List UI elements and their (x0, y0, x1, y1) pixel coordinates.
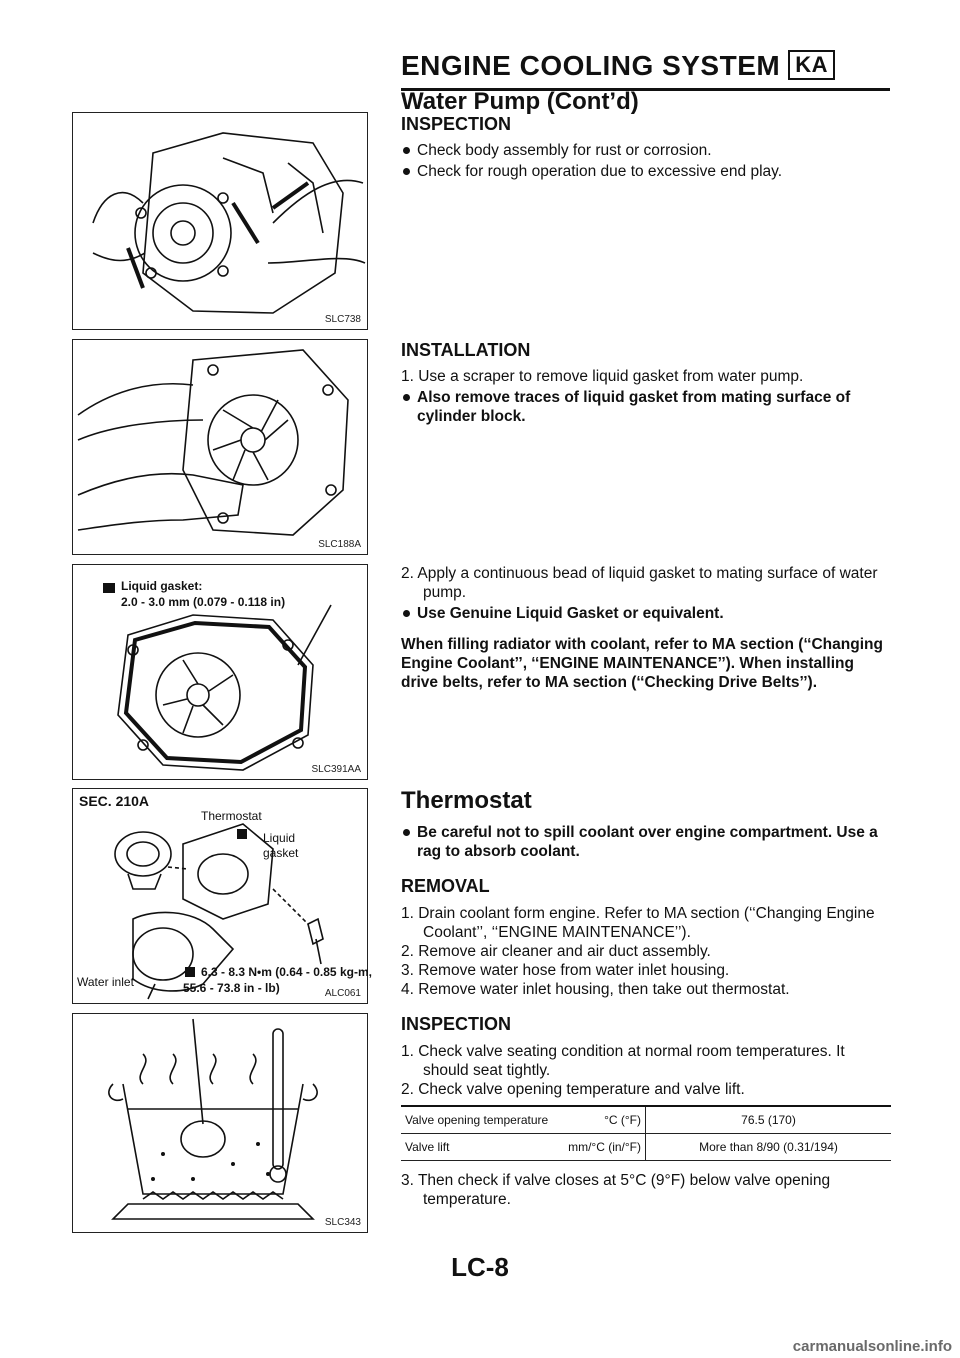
removal-step: 2. Remove air cleaner and air duct assembly. (401, 943, 711, 960)
removal-heading: REMOVAL (401, 876, 490, 896)
thermostat-inspection-section (401, 1014, 891, 1209)
installation-reference-note: When filling radiator with coolant, refer to MA section (‘‘Changing Engine Coolant’’, ‘‘ENGINE MAINTENANCE’’). When installing drive belts, refer to MA section (‘‘Checking Drive Belts’’). (401, 636, 883, 691)
table-row (401, 1106, 891, 1134)
figure-gasket-removal (72, 339, 368, 555)
section-title-text: ENGINE COOLING SYSTEM (401, 50, 781, 81)
gasket-label: gasket (263, 846, 299, 860)
section-title (401, 50, 891, 82)
figure-liquid-gasket-application (72, 564, 368, 780)
thermostat-section (401, 787, 891, 861)
liquid-label: Liquid (263, 831, 296, 845)
water-inlet-label: Water inlet (77, 975, 134, 989)
spec-item: Valve lift mm/°C (in/°F) (401, 1134, 646, 1161)
page-number: LC-8 (451, 1252, 509, 1282)
table-row (401, 1134, 891, 1161)
removal-step: 4. Remove water inlet housing, then take out thermostat. (401, 981, 790, 998)
torque-spec-line2: 55.6 - 73.8 in - lb) (183, 981, 280, 995)
figure-code: SLC188A (318, 539, 361, 550)
figure-code: SLC343 (324, 1217, 361, 1228)
figure-code: SLC391AA (311, 764, 361, 775)
liquid-gasket-label: Liquid gasket: (121, 579, 203, 593)
inspection-bullet: Check for rough operation due to excessive end play. (401, 162, 891, 181)
inspection-heading: INSPECTION (401, 114, 512, 134)
spec-value: 76.5 (170) (646, 1106, 892, 1134)
thermo-inspection-step-1: 1. Check valve seating condition at normal room temperatures. It should seat tightly. (401, 1043, 845, 1079)
thermostat-spec-table (401, 1105, 891, 1161)
section-reference: SEC. 210A (79, 793, 150, 809)
thermo-inspection-step-3: 3. Then check if valve closes at 5°C (9°F) below valve opening temperature. (401, 1172, 831, 1208)
thermo-inspection-step-2: 2. Check valve opening temperature and valve lift. (401, 1081, 745, 1098)
figure-thermostat-test (72, 1013, 368, 1233)
spec-value: More than 8/90 (0.31/194) (646, 1134, 892, 1161)
thermostat-caution: Be careful not to spill coolant over engine compartment. Use a rag to absorb coolant. (401, 823, 891, 861)
figure-code: SLC738 (324, 314, 361, 325)
scraper-on-pump-illustration (73, 340, 367, 554)
removal-step: 1. Drain coolant form engine. Refer to MA section (‘‘Changing Engine Coolant’’, ‘‘ENGINE MAINTENANCE’’). (401, 905, 875, 941)
torque-spec-line1: 6.3 - 8.3 N•m (0.64 - 0.85 kg-m, (201, 965, 372, 979)
thermostat-label: Thermostat (201, 809, 262, 823)
installation-continued (401, 564, 891, 692)
inspection-bullet: Check body assembly for rust or corrosion. (401, 141, 891, 160)
inspection-heading: INSPECTION (401, 1014, 512, 1034)
installation-section (401, 340, 891, 426)
thermostat-in-heated-water-illustration (73, 1014, 367, 1232)
site-watermark: carmanualsonline.info (792, 1338, 952, 1355)
figure-thermostat-exploded-view (72, 788, 372, 1004)
page-subtitle: Water Pump (Cont’d) (401, 88, 639, 115)
figure-code: ALC061 (324, 988, 361, 999)
installation-step-2-note: Use Genuine Liquid Gasket or equivalent. (401, 604, 891, 623)
figure-water-pump-inspection (72, 112, 368, 330)
model-badge: KA (788, 50, 835, 80)
installation-step-1: 1. Use a scraper to remove liquid gasket from water pump. (401, 368, 804, 385)
water-pump-end-play-illustration (73, 113, 367, 329)
removal-section (401, 876, 891, 999)
water-pump-inspection-section (401, 114, 891, 181)
removal-step: 3. Remove water hose from water inlet housing. (401, 962, 730, 979)
liquid-gasket-spec: 2.0 - 3.0 mm (0.079 - 0.118 in) (121, 595, 286, 609)
installation-heading: INSTALLATION (401, 340, 531, 360)
spec-item: Valve opening temperature °C (°F) (401, 1106, 646, 1134)
installation-step-2: 2. Apply a continuous bead of liquid gasket to mating surface of water pump. (401, 565, 878, 601)
installation-step-1-note: Also remove traces of liquid gasket from mating surface of cylinder block. (401, 388, 891, 426)
thermostat-heading: Thermostat (401, 787, 532, 814)
